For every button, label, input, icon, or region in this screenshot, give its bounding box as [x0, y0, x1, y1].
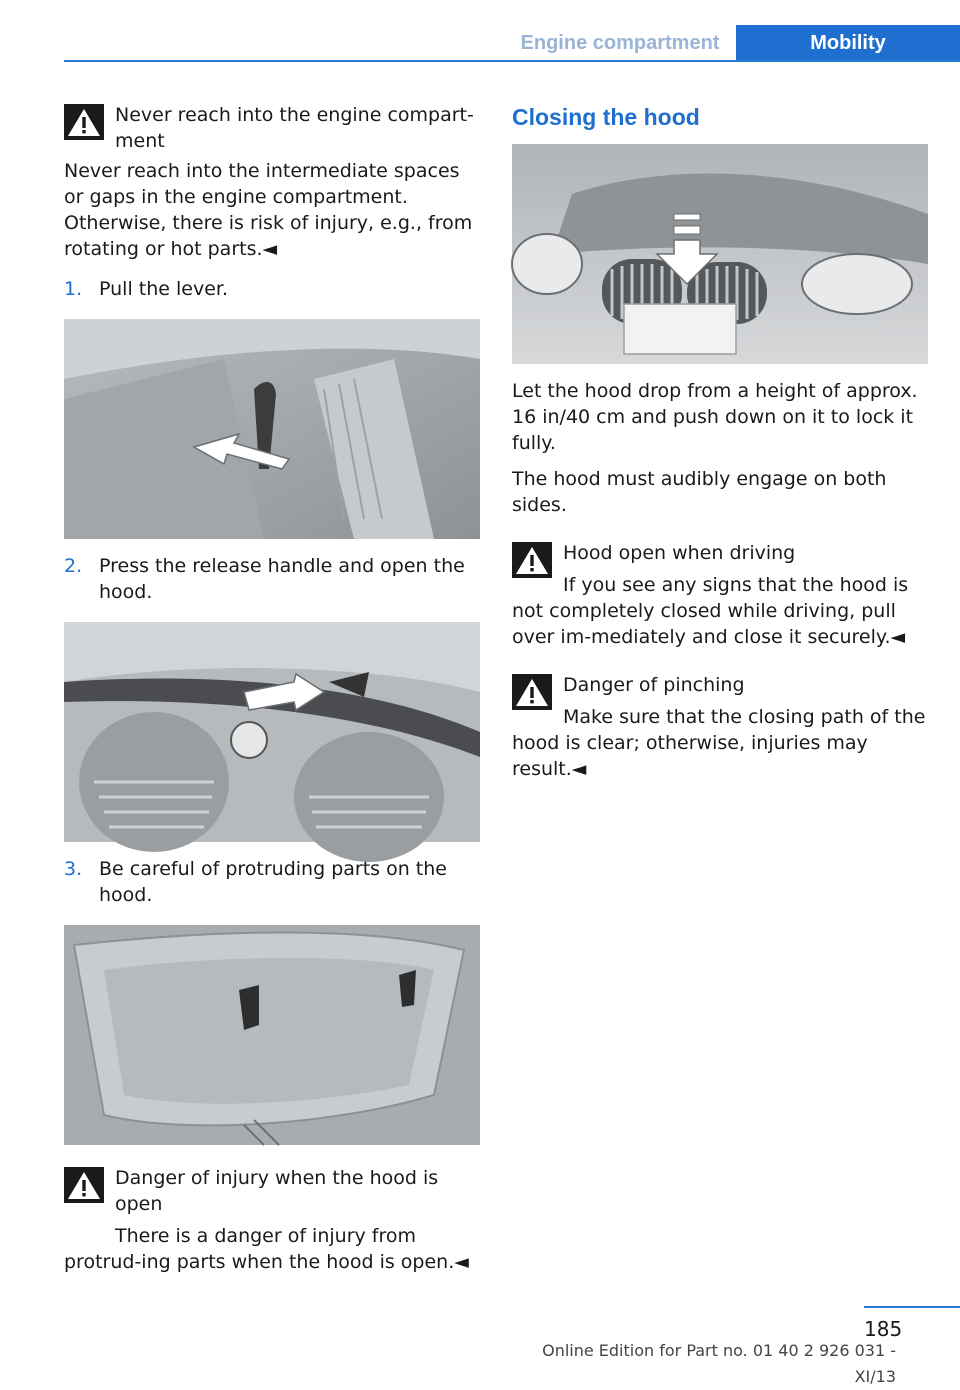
step-number: 2. — [64, 555, 83, 577]
warning-triangle-icon — [64, 104, 104, 140]
warning-body: If you see any signs that the hood is not completely closed while driving, pull over im-mediately and close it securely.◄ — [512, 574, 909, 648]
warning-body: There is a danger of injury from protrud-ing parts when the hood is open.◄ — [64, 1225, 469, 1273]
figure-release-handle — [64, 622, 480, 842]
left-column — [64, 102, 480, 1275]
warning-triangle-icon — [64, 1167, 104, 1203]
step-3 — [64, 856, 480, 908]
warning-title: Danger of injury when the hood is open — [115, 1167, 439, 1215]
step-number: 1. — [64, 278, 83, 300]
header-chapter-tab: Mobility — [736, 25, 960, 62]
step-2 — [64, 553, 480, 605]
right-column — [512, 102, 928, 782]
paragraph-drop-height: Let the hood drop from a height of approx. 16 in/40 cm and push down on it to lock it fully. — [512, 380, 918, 454]
figure-hood-lever — [64, 319, 480, 539]
warning-hood-open-driving — [512, 540, 928, 650]
step-text: Be careful of protruding parts on the hood. — [99, 858, 447, 906]
step-text: Press the release handle and open the hood. — [99, 555, 465, 603]
page-number-rule — [864, 1306, 960, 1308]
warning-triangle-icon — [512, 674, 552, 710]
warning-engine-compartment — [64, 102, 480, 262]
step-number: 3. — [64, 858, 83, 880]
header-section-title: Engine compartment — [520, 32, 720, 54]
step-1 — [64, 276, 480, 302]
step-text: Pull the lever. — [99, 278, 228, 300]
figure-closing-hood — [512, 144, 928, 364]
warning-body: Never reach into the intermediate spaces or gaps in the engine compartment. Otherwise, there is risk of injury, e.g., from rotating or hot parts.◄ — [64, 160, 473, 260]
warning-hood-open — [64, 1165, 480, 1275]
warning-triangle-icon — [512, 542, 552, 578]
warning-pinching — [512, 672, 928, 782]
warning-title: Danger of pinching — [563, 674, 745, 696]
page-number: 185 — [864, 1317, 903, 1341]
header-rule — [64, 60, 960, 62]
warning-title: Hood open when driving — [563, 542, 796, 564]
warning-body: Make sure that the closing path of the hood is clear; otherwise, injuries may result.◄ — [512, 706, 926, 780]
figure-hood-underside — [64, 925, 480, 1145]
section-heading: Closing the hood — [512, 104, 700, 130]
paragraph-audible-engage: The hood must audibly engage on both sides. — [512, 468, 887, 516]
edition-footer: Online Edition for Part no. 01 40 2 926 031 - XI/13 — [542, 1341, 896, 1386]
warning-title: Never reach into the engine compart- ment — [115, 104, 474, 152]
